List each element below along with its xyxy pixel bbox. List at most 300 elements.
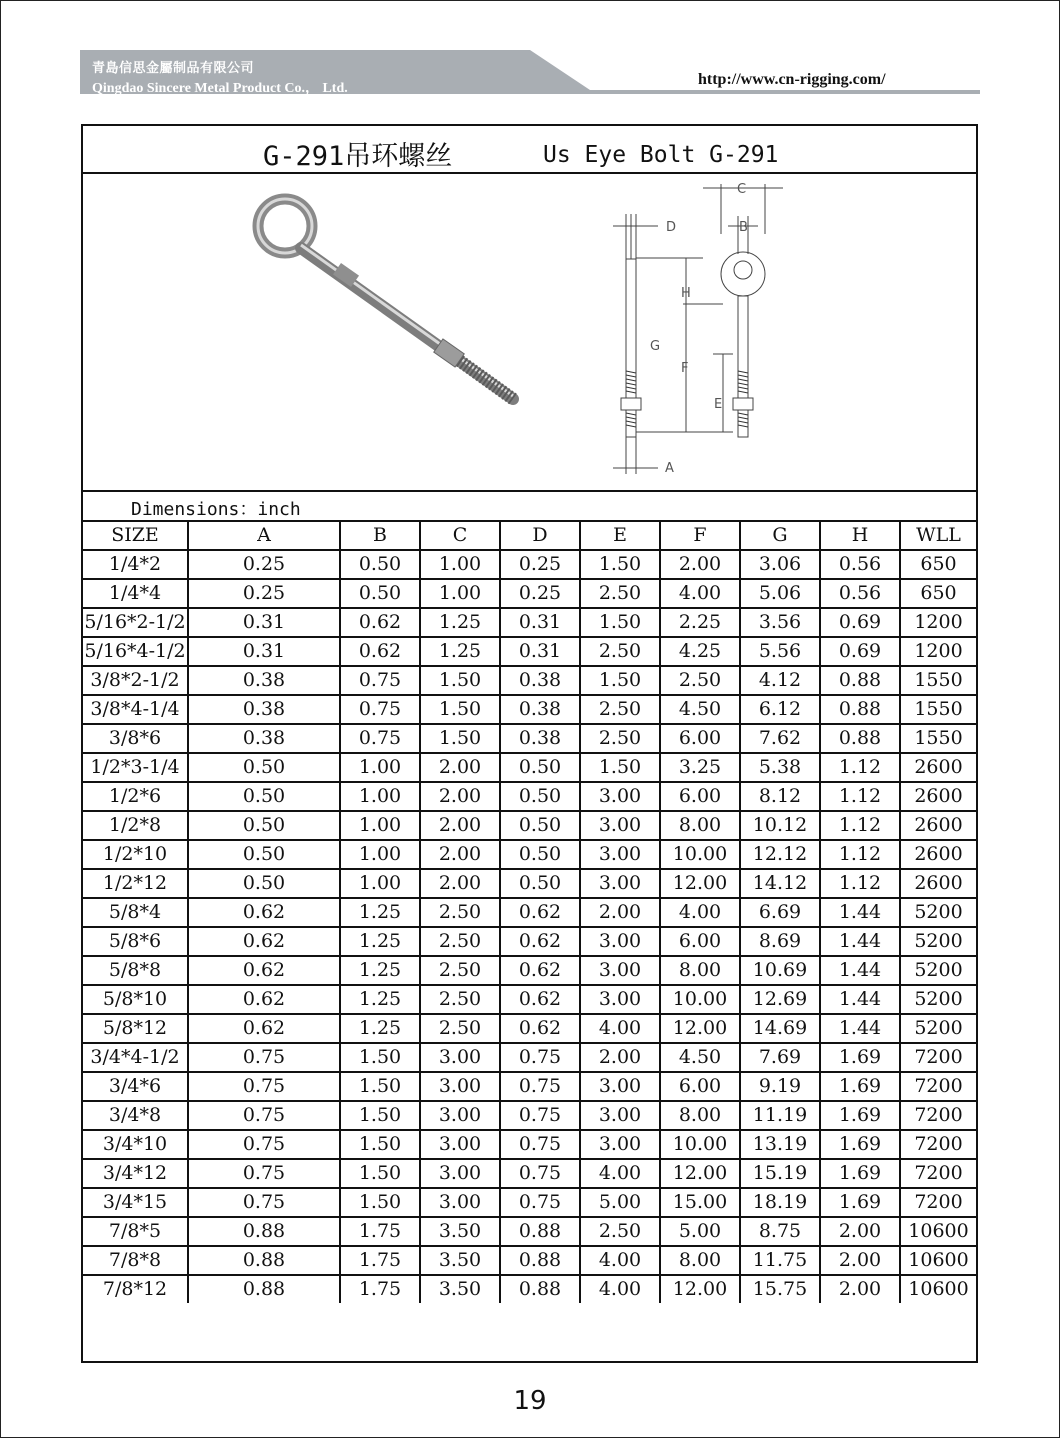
- value-cell: 5200: [900, 985, 976, 1014]
- table-row: [83, 985, 976, 1014]
- value-cell: 10600: [900, 1275, 976, 1303]
- value-cell: 1.12: [820, 869, 900, 898]
- value-cell: 4.00: [580, 1246, 660, 1275]
- value-cell: 0.38: [188, 695, 340, 724]
- dim-label-b: B: [739, 220, 748, 235]
- value-cell: 0.62: [500, 898, 580, 927]
- value-cell: 0.50: [500, 782, 580, 811]
- value-cell: 1.50: [340, 1101, 420, 1130]
- value-cell: 15.19: [740, 1159, 820, 1188]
- value-cell: 4.00: [660, 579, 740, 608]
- value-cell: 1.50: [420, 695, 500, 724]
- value-cell: 3.00: [420, 1072, 500, 1101]
- size-cell: 1/2*8: [83, 811, 188, 840]
- value-cell: 1.25: [340, 956, 420, 985]
- value-cell: 6.69: [740, 898, 820, 927]
- value-cell: 10.00: [660, 1130, 740, 1159]
- value-cell: 3.00: [580, 782, 660, 811]
- company-url[interactable]: http://www.cn-rigging.com/: [698, 71, 886, 88]
- value-cell: 2600: [900, 869, 976, 898]
- value-cell: 7200: [900, 1072, 976, 1101]
- value-cell: 0.75: [500, 1043, 580, 1072]
- size-cell: 1/4*2: [83, 550, 188, 579]
- value-cell: 1.00: [340, 869, 420, 898]
- value-cell: 1.69: [820, 1101, 900, 1130]
- value-cell: 0.50: [500, 840, 580, 869]
- value-cell: 3.00: [580, 1101, 660, 1130]
- value-cell: 650: [900, 579, 976, 608]
- size-cell: 3/4*15: [83, 1188, 188, 1217]
- value-cell: 2.25: [660, 608, 740, 637]
- column-header: B: [340, 521, 420, 550]
- size-cell: 5/8*4: [83, 898, 188, 927]
- value-cell: 1.25: [340, 898, 420, 927]
- value-cell: 1.50: [340, 1130, 420, 1159]
- size-cell: 1/2*10: [83, 840, 188, 869]
- value-cell: 6.12: [740, 695, 820, 724]
- table-row: [83, 753, 976, 782]
- value-cell: 2.50: [420, 1014, 500, 1043]
- value-cell: 10.00: [660, 840, 740, 869]
- value-cell: 0.75: [500, 1188, 580, 1217]
- value-cell: 1.69: [820, 1188, 900, 1217]
- value-cell: 2.00: [660, 550, 740, 579]
- value-cell: 0.69: [820, 637, 900, 666]
- value-cell: 1200: [900, 637, 976, 666]
- value-cell: 4.00: [580, 1275, 660, 1303]
- value-cell: 1.00: [420, 579, 500, 608]
- value-cell: 0.75: [340, 724, 420, 753]
- value-cell: 0.62: [188, 1014, 340, 1043]
- table-row: [83, 637, 976, 666]
- image-area: [83, 174, 976, 492]
- value-cell: 2.00: [420, 753, 500, 782]
- title-row: [83, 126, 976, 174]
- product-illustration: [83, 174, 976, 490]
- value-cell: 3.00: [420, 1130, 500, 1159]
- page-number: 19: [513, 1386, 547, 1416]
- value-cell: 8.00: [660, 1101, 740, 1130]
- table-row: [83, 1217, 976, 1246]
- value-cell: 7200: [900, 1043, 976, 1072]
- dim-label-f: F: [681, 361, 689, 376]
- table-row: [83, 1275, 976, 1303]
- value-cell: 12.69: [740, 985, 820, 1014]
- value-cell: 14.12: [740, 869, 820, 898]
- value-cell: 7.62: [740, 724, 820, 753]
- value-cell: 1550: [900, 666, 976, 695]
- column-header: H: [820, 521, 900, 550]
- value-cell: 3.56: [740, 608, 820, 637]
- value-cell: 18.19: [740, 1188, 820, 1217]
- size-cell: 1/4*4: [83, 579, 188, 608]
- value-cell: 3.00: [580, 840, 660, 869]
- value-cell: 0.88: [500, 1246, 580, 1275]
- value-cell: 12.00: [660, 869, 740, 898]
- table-row: [83, 1072, 976, 1101]
- value-cell: 0.25: [500, 550, 580, 579]
- value-cell: 0.38: [188, 666, 340, 695]
- value-cell: 3.00: [580, 985, 660, 1014]
- value-cell: 0.56: [820, 550, 900, 579]
- value-cell: 0.88: [188, 1217, 340, 1246]
- value-cell: 1.12: [820, 811, 900, 840]
- column-header: E: [580, 521, 660, 550]
- size-cell: 5/8*8: [83, 956, 188, 985]
- value-cell: 3.00: [420, 1101, 500, 1130]
- value-cell: 0.62: [500, 985, 580, 1014]
- value-cell: 7200: [900, 1188, 976, 1217]
- value-cell: 4.12: [740, 666, 820, 695]
- value-cell: 0.62: [188, 898, 340, 927]
- table-row: [83, 869, 976, 898]
- value-cell: 0.88: [820, 724, 900, 753]
- value-cell: 2.00: [420, 811, 500, 840]
- table-row: [83, 1188, 976, 1217]
- value-cell: 8.00: [660, 956, 740, 985]
- value-cell: 2.50: [660, 666, 740, 695]
- value-cell: 0.75: [340, 695, 420, 724]
- size-cell: 3/4*4-1/2: [83, 1043, 188, 1072]
- value-cell: 2.00: [420, 782, 500, 811]
- value-cell: 4.50: [660, 1043, 740, 1072]
- value-cell: 0.25: [188, 550, 340, 579]
- value-cell: 0.38: [500, 666, 580, 695]
- value-cell: 0.50: [500, 811, 580, 840]
- value-cell: 1200: [900, 608, 976, 637]
- size-cell: 1/2*12: [83, 869, 188, 898]
- value-cell: 5200: [900, 927, 976, 956]
- value-cell: 5.00: [660, 1217, 740, 1246]
- value-cell: 0.50: [340, 579, 420, 608]
- size-cell: 1/2*6: [83, 782, 188, 811]
- value-cell: 8.69: [740, 927, 820, 956]
- value-cell: 1.50: [580, 550, 660, 579]
- table-row: [83, 956, 976, 985]
- value-cell: 11.75: [740, 1246, 820, 1275]
- dimensions-row: [83, 492, 976, 520]
- size-cell: 3/4*8: [83, 1101, 188, 1130]
- value-cell: 0.50: [500, 753, 580, 782]
- value-cell: 0.75: [188, 1072, 340, 1101]
- size-cell: 5/16*2-1/2: [83, 608, 188, 637]
- value-cell: 0.88: [500, 1275, 580, 1303]
- value-cell: 3.00: [580, 811, 660, 840]
- size-cell: 3/4*12: [83, 1159, 188, 1188]
- dim-label-e: E: [714, 397, 723, 412]
- value-cell: 4.00: [580, 1159, 660, 1188]
- value-cell: 2.50: [420, 985, 500, 1014]
- value-cell: 2.50: [420, 927, 500, 956]
- value-cell: 1.44: [820, 927, 900, 956]
- value-cell: 1.00: [420, 550, 500, 579]
- value-cell: 5.38: [740, 753, 820, 782]
- value-cell: 0.25: [500, 579, 580, 608]
- value-cell: 1.75: [340, 1217, 420, 1246]
- value-cell: 0.31: [188, 608, 340, 637]
- value-cell: 12.12: [740, 840, 820, 869]
- value-cell: 0.38: [500, 724, 580, 753]
- value-cell: 0.38: [500, 695, 580, 724]
- value-cell: 5.56: [740, 637, 820, 666]
- column-header: SIZE: [83, 521, 188, 550]
- value-cell: 7200: [900, 1130, 976, 1159]
- value-cell: 6.00: [660, 782, 740, 811]
- value-cell: 8.75: [740, 1217, 820, 1246]
- value-cell: 3.06: [740, 550, 820, 579]
- value-cell: 0.50: [188, 840, 340, 869]
- table-row: [83, 811, 976, 840]
- value-cell: 1.25: [420, 608, 500, 637]
- value-cell: 2600: [900, 811, 976, 840]
- value-cell: 1.00: [340, 753, 420, 782]
- value-cell: 1.44: [820, 1014, 900, 1043]
- value-cell: 2.00: [580, 1043, 660, 1072]
- table-row: [83, 1014, 976, 1043]
- value-cell: 0.75: [188, 1043, 340, 1072]
- value-cell: 3.00: [580, 1130, 660, 1159]
- value-cell: 1.25: [340, 985, 420, 1014]
- value-cell: 3.00: [420, 1043, 500, 1072]
- table-row: [83, 898, 976, 927]
- value-cell: 3.00: [580, 956, 660, 985]
- value-cell: 0.38: [188, 724, 340, 753]
- value-cell: 0.88: [188, 1275, 340, 1303]
- value-cell: 1550: [900, 724, 976, 753]
- table-header-row: [83, 521, 976, 550]
- table-row: [83, 1159, 976, 1188]
- value-cell: 12.00: [660, 1159, 740, 1188]
- value-cell: 0.88: [500, 1217, 580, 1246]
- value-cell: 15.00: [660, 1188, 740, 1217]
- column-header: C: [420, 521, 500, 550]
- value-cell: 0.50: [188, 782, 340, 811]
- value-cell: 0.88: [820, 666, 900, 695]
- value-cell: 0.31: [500, 637, 580, 666]
- size-cell: 3/4*6: [83, 1072, 188, 1101]
- value-cell: 0.50: [188, 869, 340, 898]
- value-cell: 3.00: [420, 1188, 500, 1217]
- value-cell: 0.75: [188, 1130, 340, 1159]
- value-cell: 13.19: [740, 1130, 820, 1159]
- value-cell: 1.50: [580, 608, 660, 637]
- table-row: [83, 1246, 976, 1275]
- value-cell: 10600: [900, 1246, 976, 1275]
- value-cell: 1.50: [580, 753, 660, 782]
- value-cell: 3.25: [660, 753, 740, 782]
- value-cell: 4.00: [660, 898, 740, 927]
- value-cell: 0.50: [188, 753, 340, 782]
- size-cell: 5/8*6: [83, 927, 188, 956]
- value-cell: 2.50: [420, 956, 500, 985]
- value-cell: 6.00: [660, 1072, 740, 1101]
- value-cell: 1.12: [820, 753, 900, 782]
- value-cell: 3.00: [580, 1072, 660, 1101]
- value-cell: 2.50: [580, 1217, 660, 1246]
- dim-label-g: G: [650, 339, 661, 354]
- value-cell: 1.69: [820, 1130, 900, 1159]
- company-name-cn: 青島信思金屬制品有限公司: [92, 61, 255, 76]
- value-cell: 2.00: [820, 1217, 900, 1246]
- value-cell: 4.25: [660, 637, 740, 666]
- eye-bolt-photo: [258, 199, 513, 399]
- company-name-en: Qingdao Sincere Metal Product Co.， Ltd.: [92, 81, 348, 96]
- value-cell: 12.00: [660, 1014, 740, 1043]
- value-cell: 1.12: [820, 840, 900, 869]
- value-cell: 1550: [900, 695, 976, 724]
- value-cell: 0.62: [500, 927, 580, 956]
- value-cell: 2600: [900, 753, 976, 782]
- value-cell: 0.75: [188, 1188, 340, 1217]
- value-cell: 2.00: [580, 898, 660, 927]
- table-row: [83, 550, 976, 579]
- value-cell: 2.50: [580, 637, 660, 666]
- value-cell: 5.00: [580, 1188, 660, 1217]
- value-cell: 1.50: [580, 666, 660, 695]
- spec-table: [83, 520, 976, 1303]
- value-cell: 4.50: [660, 695, 740, 724]
- value-cell: 0.62: [500, 956, 580, 985]
- column-header: WLL: [900, 521, 976, 550]
- size-cell: 3/8*6: [83, 724, 188, 753]
- column-header: G: [740, 521, 820, 550]
- table-row: [83, 1130, 976, 1159]
- value-cell: 7200: [900, 1101, 976, 1130]
- value-cell: 1.00: [340, 840, 420, 869]
- value-cell: 10.69: [740, 956, 820, 985]
- value-cell: 0.75: [500, 1130, 580, 1159]
- dim-label-d: D: [666, 220, 677, 235]
- column-header: D: [500, 521, 580, 550]
- value-cell: 10.12: [740, 811, 820, 840]
- value-cell: 0.75: [500, 1159, 580, 1188]
- size-cell: 7/8*5: [83, 1217, 188, 1246]
- value-cell: 0.75: [500, 1072, 580, 1101]
- value-cell: 2.00: [820, 1246, 900, 1275]
- value-cell: 0.25: [188, 579, 340, 608]
- value-cell: 0.75: [500, 1101, 580, 1130]
- table-row: [83, 579, 976, 608]
- value-cell: 0.88: [188, 1246, 340, 1275]
- dim-label-c: C: [737, 182, 747, 197]
- value-cell: 2.00: [420, 869, 500, 898]
- size-cell: 3/8*2-1/2: [83, 666, 188, 695]
- table-row: [83, 1101, 976, 1130]
- value-cell: 1.12: [820, 782, 900, 811]
- value-cell: 1.00: [340, 811, 420, 840]
- size-cell: 5/8*10: [83, 985, 188, 1014]
- value-cell: 2.50: [580, 724, 660, 753]
- value-cell: 0.50: [500, 869, 580, 898]
- title-sub: Us Eye Bolt G-291: [543, 142, 779, 168]
- value-cell: 1.50: [420, 666, 500, 695]
- dim-label-h: H: [681, 286, 691, 301]
- value-cell: 0.62: [188, 956, 340, 985]
- value-cell: 8.12: [740, 782, 820, 811]
- value-cell: 1.50: [420, 724, 500, 753]
- table-row: [83, 724, 976, 753]
- value-cell: 0.88: [820, 695, 900, 724]
- value-cell: 1.25: [340, 927, 420, 956]
- value-cell: 1.69: [820, 1043, 900, 1072]
- value-cell: 3.50: [420, 1246, 500, 1275]
- table-row: [83, 782, 976, 811]
- value-cell: 12.00: [660, 1275, 740, 1303]
- spec-sheet: [81, 124, 978, 1363]
- value-cell: 1.44: [820, 985, 900, 1014]
- value-cell: 4.00: [580, 1014, 660, 1043]
- value-cell: 3.00: [420, 1159, 500, 1188]
- value-cell: 2600: [900, 782, 976, 811]
- value-cell: 2600: [900, 840, 976, 869]
- size-cell: 1/2*3-1/4: [83, 753, 188, 782]
- value-cell: 1.25: [420, 637, 500, 666]
- table-row: [83, 927, 976, 956]
- value-cell: 1.44: [820, 898, 900, 927]
- value-cell: 0.69: [820, 608, 900, 637]
- column-header: A: [188, 521, 340, 550]
- dimension-diagram: [613, 184, 783, 474]
- value-cell: 3.50: [420, 1217, 500, 1246]
- value-cell: 1.75: [340, 1275, 420, 1303]
- value-cell: 8.00: [660, 1246, 740, 1275]
- value-cell: 0.50: [188, 811, 340, 840]
- value-cell: 0.75: [188, 1159, 340, 1188]
- value-cell: 7200: [900, 1159, 976, 1188]
- table-row: [83, 840, 976, 869]
- value-cell: 11.19: [740, 1101, 820, 1130]
- value-cell: 0.75: [340, 666, 420, 695]
- table-row: [83, 666, 976, 695]
- value-cell: 1.25: [340, 1014, 420, 1043]
- value-cell: 5200: [900, 956, 976, 985]
- table-row: [83, 695, 976, 724]
- size-cell: 5/8*12: [83, 1014, 188, 1043]
- value-cell: 0.62: [500, 1014, 580, 1043]
- size-cell: 3/8*4-1/4: [83, 695, 188, 724]
- value-cell: 1.50: [340, 1072, 420, 1101]
- value-cell: 1.69: [820, 1159, 900, 1188]
- size-cell: 7/8*12: [83, 1275, 188, 1303]
- value-cell: 1.75: [340, 1246, 420, 1275]
- dim-label-a: A: [665, 461, 674, 476]
- value-cell: 5.06: [740, 579, 820, 608]
- value-cell: 650: [900, 550, 976, 579]
- value-cell: 1.00: [340, 782, 420, 811]
- value-cell: 0.50: [340, 550, 420, 579]
- value-cell: 1.50: [340, 1043, 420, 1072]
- value-cell: 2.00: [420, 840, 500, 869]
- value-cell: 3.00: [580, 927, 660, 956]
- size-cell: 3/4*10: [83, 1130, 188, 1159]
- table-row: [83, 1043, 976, 1072]
- value-cell: 1.69: [820, 1072, 900, 1101]
- value-cell: 10.00: [660, 985, 740, 1014]
- value-cell: 5200: [900, 1014, 976, 1043]
- value-cell: 0.62: [188, 985, 340, 1014]
- value-cell: 10600: [900, 1217, 976, 1246]
- size-cell: 7/8*8: [83, 1246, 188, 1275]
- value-cell: 0.31: [188, 637, 340, 666]
- value-cell: 1.50: [340, 1188, 420, 1217]
- column-header: F: [660, 521, 740, 550]
- value-cell: 3.50: [420, 1275, 500, 1303]
- value-cell: 9.19: [740, 1072, 820, 1101]
- value-cell: 0.62: [340, 637, 420, 666]
- value-cell: 6.00: [660, 724, 740, 753]
- value-cell: 15.75: [740, 1275, 820, 1303]
- value-cell: 2.50: [420, 898, 500, 927]
